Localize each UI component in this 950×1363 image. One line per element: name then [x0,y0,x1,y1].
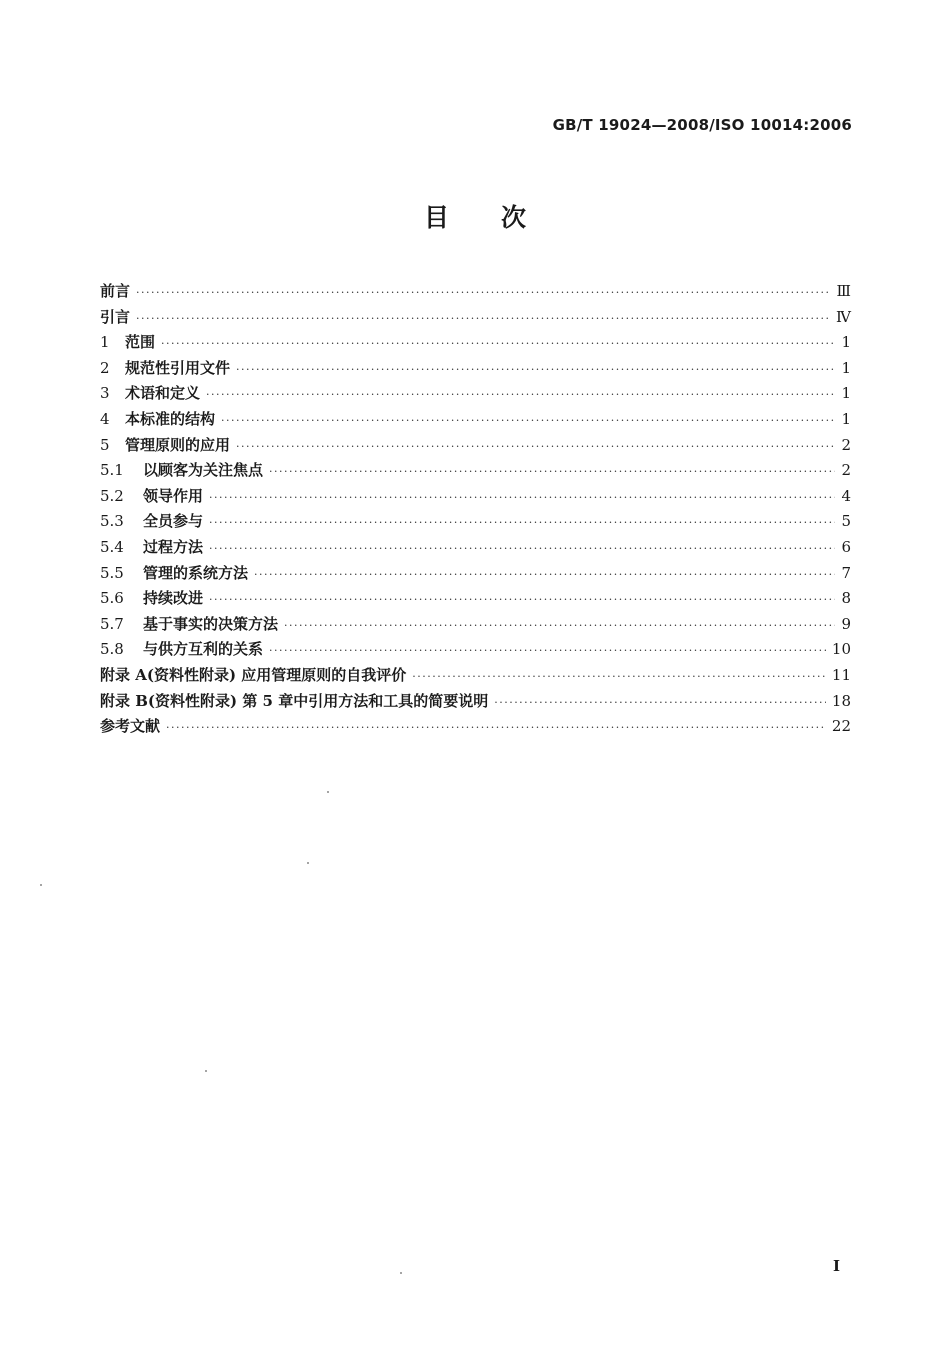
toc-page: 6 [841,537,851,556]
toc-entry[interactable] [100,561,851,587]
toc-leader [254,562,835,588]
scan-speck [327,791,329,793]
scan-speck [400,1272,402,1274]
page-title [0,198,950,234]
toc-label: 范围 [125,333,156,352]
toc-label: 以顾客为关注焦点 [143,461,264,480]
toc-page: 2 [841,435,851,454]
toc-page: 22 [831,717,851,736]
toc-page: 1 [841,384,851,403]
toc-label: 管理原则的应用 [125,435,231,454]
toc-entry[interactable] [100,509,851,535]
toc-entry[interactable] [100,356,851,382]
title-char-1: 目 [423,203,449,232]
toc-label: 术语和定义 [125,384,201,403]
toc-leader [209,587,835,613]
toc-page: 1 [841,409,851,428]
toc-entry[interactable] [100,330,851,356]
toc-number: 1 [100,333,110,352]
toc-number: 4 [100,409,110,428]
title-char-2: 次 [501,203,527,232]
toc-entry[interactable] [100,407,851,433]
toc-leader [221,408,835,434]
toc-label: 前言 [100,282,131,300]
toc-entry[interactable] [100,714,851,740]
toc-number: 3 [100,384,110,403]
toc-entry[interactable] [100,586,851,612]
toc-entry[interactable] [100,484,851,510]
toc-page: 2 [841,461,851,480]
toc-label: 持续改进 [143,589,204,608]
toc-leader [236,357,835,383]
toc-number: 5.8 [100,640,124,659]
toc-entry[interactable] [100,279,851,305]
toc-leader [412,664,826,690]
scan-speck [40,884,42,886]
toc-label: 管理的系统方法 [143,563,249,582]
toc-leader [161,331,835,357]
toc-page: 7 [841,563,851,582]
toc-label: 引言 [100,307,131,326]
toc-label: 参考文献 [100,717,161,736]
page-number: I [832,1257,840,1275]
toc-leader [236,434,835,460]
toc-number: 5 [100,435,110,454]
toc-label: 全员参与 [143,512,204,531]
toc-number: 5.2 [100,486,124,505]
toc-page: Ⅲ [836,282,851,300]
toc-entry[interactable] [100,458,851,484]
toc-label: 附录 B(资料性附录) 第 5 章中引用方法和工具的简要说明 [100,691,489,710]
toc-number: 5.6 [100,589,124,608]
toc-leader [284,613,835,639]
toc-page: 9 [841,614,851,633]
toc-entry[interactable] [100,433,851,459]
toc-label: 与供方互利的关系 [143,640,264,659]
toc-entry[interactable] [100,689,851,715]
toc-number: 2 [100,358,110,377]
toc-page: 1 [841,358,851,377]
toc-leader [136,306,830,332]
toc-page: Ⅳ [836,307,851,326]
toc-page: 10 [831,640,851,659]
scan-speck [307,862,309,864]
toc-entry[interactable] [100,305,851,331]
toc-leader [209,536,835,562]
toc-number: 5.7 [100,614,124,633]
toc-label: 本标准的结构 [125,409,216,428]
toc-page: 1 [841,333,851,352]
toc-leader [209,510,835,536]
toc-entry[interactable] [100,637,851,663]
toc-leader [166,715,826,741]
toc-page: 8 [841,589,851,608]
toc-entry[interactable] [100,381,851,407]
toc-leader [206,382,835,408]
toc-page: 18 [831,691,851,710]
toc-leader [136,280,831,306]
toc-number: 5.4 [100,537,124,556]
toc-entry[interactable] [100,663,851,689]
standard-code: GB/T 19024—2008/ISO 10014:2006 [552,116,852,134]
scan-speck [205,1070,207,1072]
toc-leader [269,459,835,485]
toc-label: 基于事实的决策方法 [143,614,279,633]
toc-page: 4 [841,486,851,505]
toc-leader [494,690,826,716]
toc-page: 11 [831,665,851,684]
toc-label: 领导作用 [143,486,204,505]
toc-number: 5.1 [100,461,124,480]
table-of-contents [100,279,851,740]
toc-number: 5.5 [100,563,124,582]
toc-label: 规范性引用文件 [125,358,231,377]
toc-label: 附录 A(资料性附录) 应用管理原则的自我评价 [100,665,407,684]
toc-page: 5 [841,512,851,531]
toc-entry[interactable] [100,535,851,561]
toc-number: 5.3 [100,512,124,531]
toc-entry[interactable] [100,612,851,638]
toc-leader [269,638,826,664]
toc-label: 过程方法 [143,537,204,556]
toc-leader [209,485,835,511]
